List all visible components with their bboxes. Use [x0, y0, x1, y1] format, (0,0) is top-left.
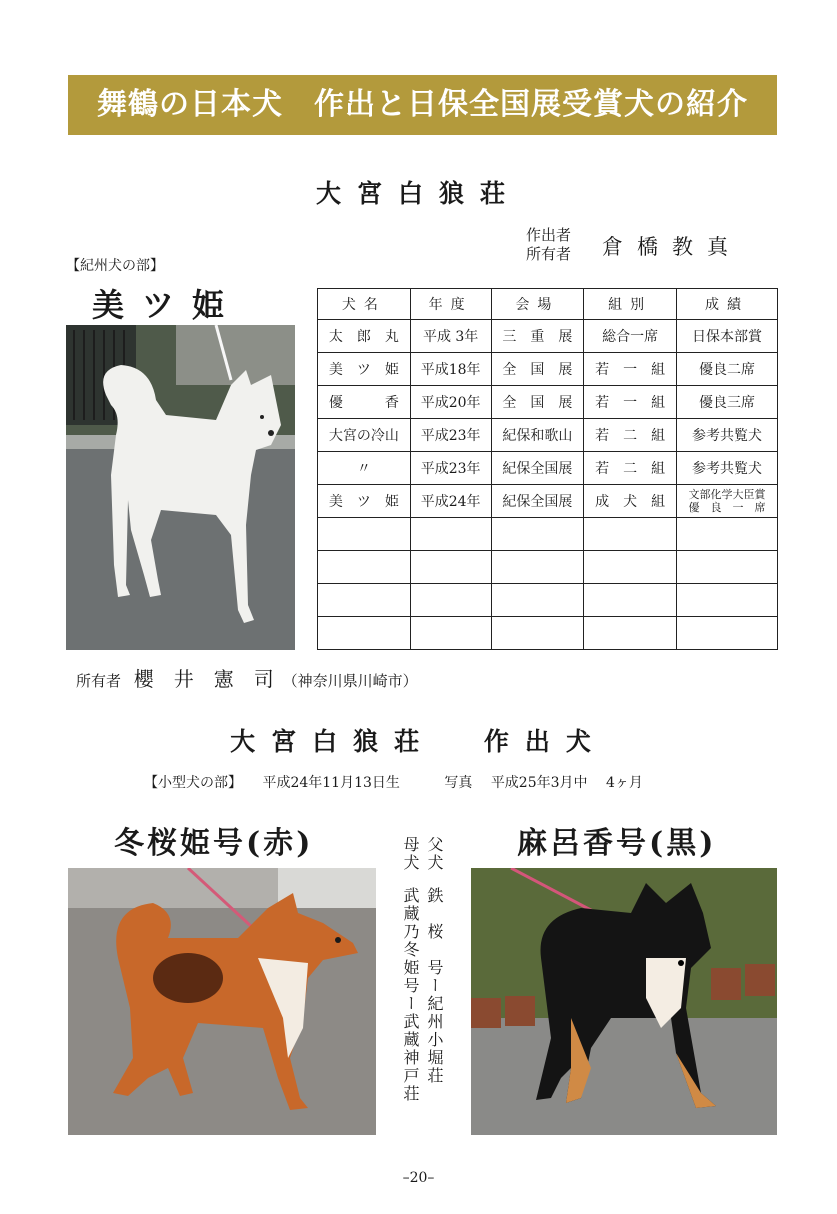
caption-label: 所有者: [76, 672, 122, 690]
kishu-dog-name: 美ツ姫: [92, 286, 243, 324]
pedigree-vertical: [398, 836, 446, 1136]
results-table: [317, 288, 778, 650]
black-shiba-photo: [471, 868, 777, 1135]
table-cell: [677, 551, 778, 584]
table-cell: 紀保和歌山: [491, 419, 584, 452]
shiba-dog2-name: 麻呂香号(黒): [517, 826, 717, 861]
table-cell: [318, 551, 411, 584]
table-cell: [584, 551, 677, 584]
table-cell: [410, 617, 491, 650]
banner-title: 舞鶴の日本犬 作出と日保全国展受賞犬の紹介: [97, 87, 748, 122]
owner-labels: [526, 226, 571, 264]
table-cell: 紀保全国展: [491, 452, 584, 485]
father-label: 父犬: [425, 836, 444, 872]
table-cell: 参考共覧犬: [677, 419, 778, 452]
kennel-title: 大宮白狼荘: [315, 179, 521, 208]
table-row: [318, 617, 778, 650]
shiba-dog1-name: 冬桜姫号(赤): [114, 826, 314, 861]
table-cell: [584, 518, 677, 551]
caption-place: （神奈川県川崎市）: [282, 672, 418, 690]
mother-name: 武蔵乃冬姫号ー武蔵神戸荘: [401, 887, 420, 1104]
table-row: [318, 419, 778, 452]
table-cell: 太 郎 丸: [318, 320, 411, 353]
header-class: 組別: [584, 289, 677, 320]
kennel-bottom-suffix: 作出犬: [483, 727, 607, 756]
table-cell: [318, 617, 411, 650]
table-cell: 平成24年: [410, 485, 491, 518]
kennel-bottom-name: 大宮白狼荘: [230, 727, 436, 756]
table-cell: 平成18年: [410, 353, 491, 386]
breeder-label: 作出者: [526, 226, 572, 244]
table-row: [318, 485, 778, 518]
table-cell: [677, 584, 778, 617]
shiba-age: 4ヶ月: [606, 775, 643, 791]
table-cell: [491, 518, 584, 551]
table-cell: [584, 617, 677, 650]
table-row: [318, 353, 778, 386]
table-cell: [491, 551, 584, 584]
caption-name: 櫻 井 憲 司: [133, 667, 274, 691]
table-cell: 平成23年: [410, 452, 491, 485]
table-cell: 全 国 展: [491, 386, 584, 419]
kennel-bottom-title: [0, 722, 837, 758]
table-cell: [491, 617, 584, 650]
shiba-section-label: 【小型犬の部】: [144, 775, 242, 791]
table-cell: 参考共覧犬: [677, 452, 778, 485]
table-cell: 大宮の冷山: [318, 419, 411, 452]
table-cell: 総合一席: [584, 320, 677, 353]
table-cell: 優良三席: [677, 386, 778, 419]
white-dog-photo: [66, 325, 295, 650]
table-header-row: [318, 289, 778, 320]
shiba-photo-date: 平成25年3月中: [490, 775, 588, 791]
table-cell: 若 二 組: [584, 452, 677, 485]
table-cell: [410, 584, 491, 617]
shiba-birth: 平成24年11月13日生: [262, 775, 400, 791]
shiba-info-line: [144, 772, 643, 792]
table-row: [318, 386, 778, 419]
table-cell: [410, 518, 491, 551]
table-cell: 若 一 組: [584, 353, 677, 386]
table-cell: 紀保全国展: [491, 485, 584, 518]
table-cell: 美 ツ 姫: [318, 485, 411, 518]
table-cell: [677, 518, 778, 551]
header-venue: 会場: [491, 289, 584, 320]
table-row: [318, 452, 778, 485]
table-cell: [318, 518, 411, 551]
table-cell: [584, 584, 677, 617]
table-cell: 優 香: [318, 386, 411, 419]
table-cell: 優良二席: [677, 353, 778, 386]
table-row: [318, 584, 778, 617]
table-cell: [677, 617, 778, 650]
table-cell: 平成20年: [410, 386, 491, 419]
title-banner: [68, 75, 777, 135]
table-row: [318, 518, 778, 551]
table-cell: 成 犬 組: [584, 485, 677, 518]
table-cell: 美 ツ 姫: [318, 353, 411, 386]
table-cell: 三 重 展: [491, 320, 584, 353]
table-cell: [491, 584, 584, 617]
table-cell: 全 国 展: [491, 353, 584, 386]
table-cell: 平成 3年: [410, 320, 491, 353]
owner-name: 倉橋教真: [602, 235, 742, 259]
header-dog-name: 犬名: [318, 289, 411, 320]
table-cell: 平成23年: [410, 419, 491, 452]
father-line: [422, 836, 446, 1136]
table-cell: 文部化学大臣賞 優 良 一 席: [677, 485, 778, 518]
header-result: 成績: [677, 289, 778, 320]
kishu-section-label: 【紀州犬の部】: [66, 258, 164, 274]
page-number: –20–: [402, 1170, 435, 1186]
table-cell: 若 二 組: [584, 419, 677, 452]
table-cell: 日保本部賞: [677, 320, 778, 353]
mother-label: 母犬: [401, 836, 420, 872]
owner-label: 所有者: [526, 245, 572, 263]
father-name: 鉄 桜 号ー紀州小堀荘: [425, 887, 444, 1086]
table-row: [318, 320, 778, 353]
table-cell: [318, 584, 411, 617]
header-year: 年度: [410, 289, 491, 320]
shiba-photo-label: 写真: [444, 775, 473, 791]
table-cell: 〃: [318, 452, 411, 485]
mother-line: [398, 836, 422, 1136]
table-cell: [410, 551, 491, 584]
table-cell: 若 一 組: [584, 386, 677, 419]
kishu-owner-caption: [76, 663, 418, 692]
table-row: [318, 551, 778, 584]
red-shiba-photo: [68, 868, 376, 1135]
